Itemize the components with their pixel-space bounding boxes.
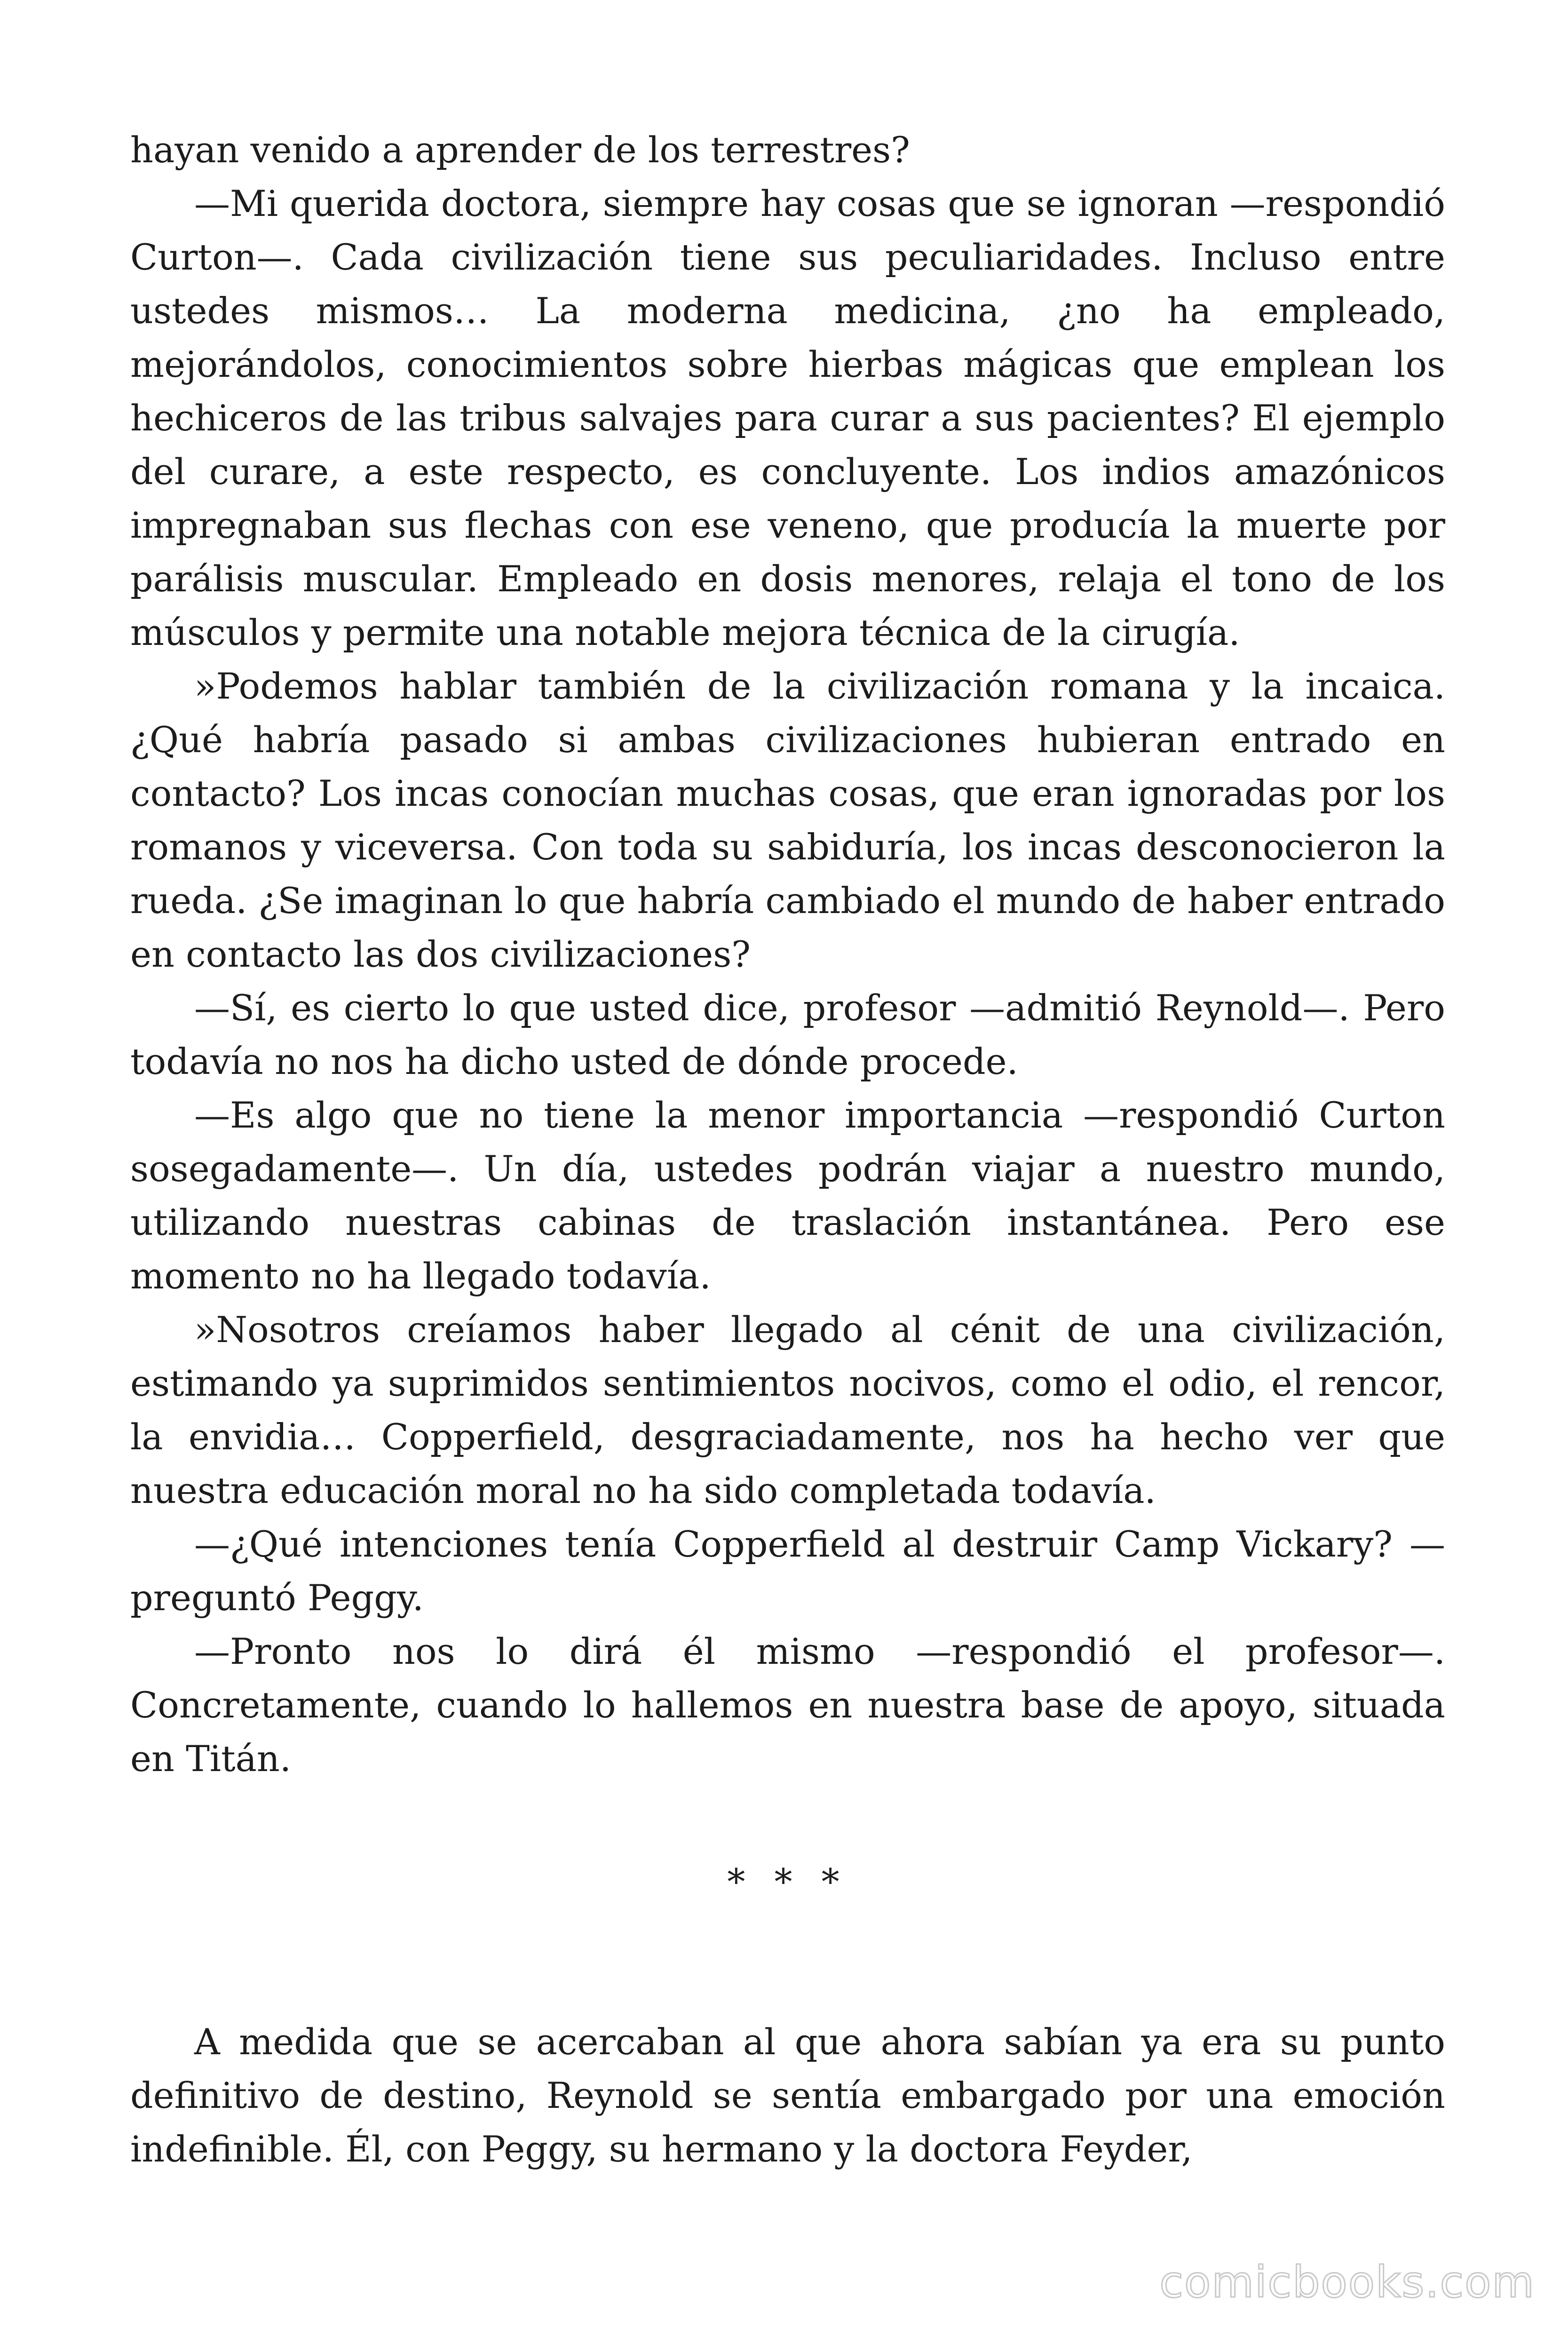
paragraph: »Nosotros creíamos haber llegado al cénit de una civilización, estimando ya suprimidos sentimientos nocivos, como el odio, el rencor, la envidia… Copperfield, desgraciadamente, nos ha hecho ver que nuestra educación moral no ha sido completada todavía.	[130, 1309, 1445, 1511]
paragraph: A medida que se acercaban al que ahora sabían ya era su punto definitivo de destino, Reynold se sentía embargado por una emoción indefinible. Él, con Peggy, su hermano y la doctora Feyder,	[130, 2021, 1445, 2170]
page-body	[130, 123, 1445, 2176]
section-separator: * * *	[727, 1861, 848, 1903]
paragraph: —¿Qué intenciones tenía Copperfield al destruir Camp Vickary? —preguntó Peggy.	[130, 1523, 1445, 1619]
paragraph: —Pronto nos lo dirá él mismo —respondió el profesor—. Concretamente, cuando lo hallemos en nuestra base de apoyo, situada en Titán.	[130, 1630, 1445, 1780]
paragraph: »Podemos hablar también de la civilización romana y la incaica. ¿Qué habría pasado si ambas civilizaciones hubieran entrado en contacto? Los incas conocían muchas cosas, que eran ignoradas por los romanos y viceversa. Con toda su sabiduría, los incas desconocieron la rueda. ¿Se imaginan lo que habría cambiado el mundo de haber entrado en contacto las dos civilizaciones?	[130, 665, 1445, 975]
paragraph: —Mi querida doctora, siempre hay cosas que se ignoran —respondió Curton—. Cada civilización tiene sus peculiaridades. Incluso entre ustedes mismos… La moderna medicina, ¿no ha empleado, mejorándolos, conocimientos sobre hierbas mágicas que emplean los hechiceros de las tribus salvajes para curar a sus pacientes? El ejemplo del curare, a este respecto, es concluyente. Los indios amazónicos impregnaban sus flechas con ese veneno, que producía la muerte por parálisis muscular. Empleado en dosis menores, relaja el tono de los músculos y permite una notable mejora técnica de la cirugía.	[130, 183, 1445, 653]
paragraph: —Es algo que no tiene la menor importancia —respondió Curton sosegadamente—. Un día, ustedes podrán viajar a nuestro mundo, utilizando nuestras cabinas de traslación instantánea. Pero ese momento no ha llegado todavía.	[130, 1094, 1445, 1297]
watermark-logo: comicbooks.com	[1159, 2257, 1535, 2307]
paragraph: hayan venido a aprender de los terrestres?	[130, 129, 910, 171]
paragraph: —Sí, es cierto lo que usted dice, profesor —admitió Reynold—. Pero todavía no nos ha dicho usted de dónde procede.	[130, 987, 1445, 1082]
